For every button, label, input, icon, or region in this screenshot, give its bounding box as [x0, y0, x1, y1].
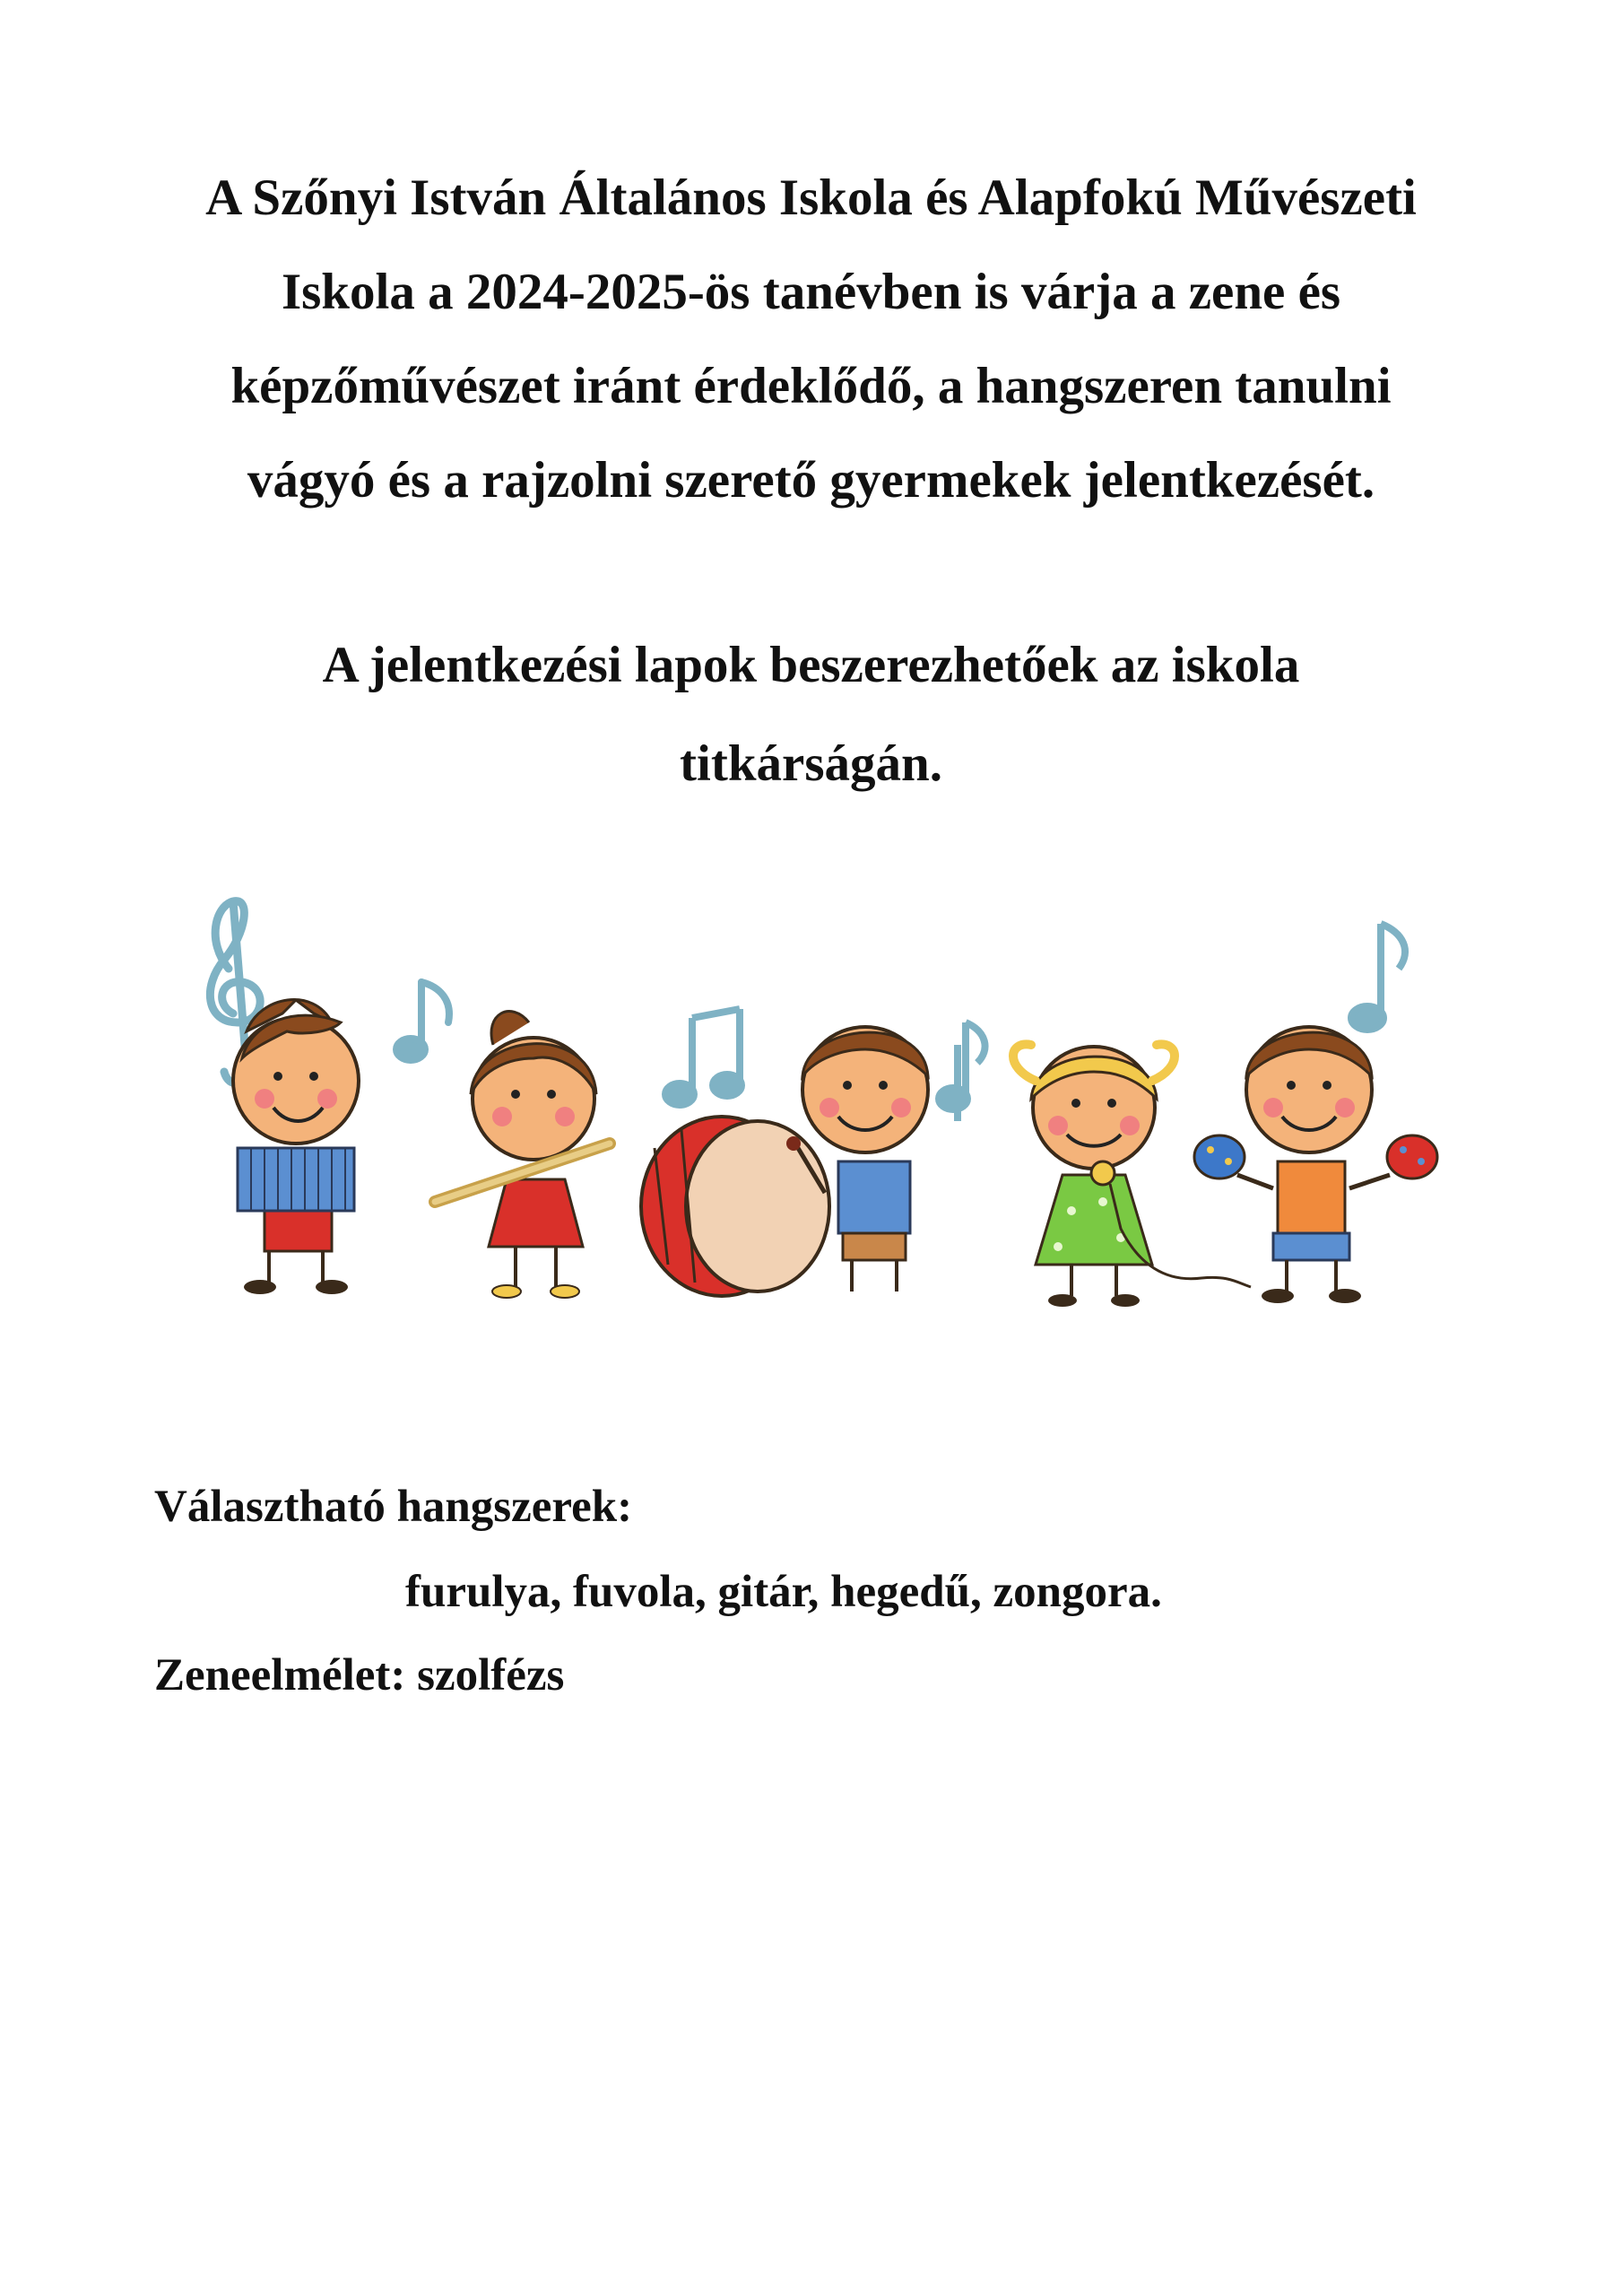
child-with-maracas: [1194, 1027, 1437, 1303]
children-band-illustration: [197, 888, 1470, 1309]
application-notice: [134, 616, 1488, 813]
notice-line-1: A jelentkezési lapok beszerezhetőek az iskola: [322, 637, 1300, 693]
notice-line-2: titkárságán.: [680, 735, 942, 792]
intro-line-4: vágyó és a rajzolni szerető gyermekek jelentkezését.: [247, 452, 1375, 509]
music-theory-line: Zeneelmélet: szolfézs: [154, 1650, 565, 1700]
intro-paragraph: [134, 151, 1488, 527]
intro-line-2: Iskola a 2024-2025-ös tanévben is várja a zene és: [281, 264, 1341, 320]
instruments-list: furulya, fuvola, gitár, hegedű, zongora.: [405, 1567, 1162, 1617]
intro-line-3: képzőművészet iránt érdeklődő, a hangszeren tanulni: [230, 358, 1392, 414]
accordion-icon: [238, 1148, 354, 1211]
music-note-icon: [396, 982, 449, 1060]
child-with-flute: [435, 1012, 610, 1298]
music-note-icon: [1351, 924, 1405, 1030]
child-with-accordion: [233, 1000, 359, 1294]
instruments-heading: Választható hangszerek:: [154, 1482, 633, 1532]
music-note-icon: [939, 1022, 985, 1121]
music-note-icon: [665, 1009, 742, 1105]
child-with-drum: [641, 1027, 928, 1296]
intro-line-1: A Szőnyi István Általános Iskola és Alapfokú Művészeti: [205, 170, 1417, 226]
bass-drum-icon: [641, 1117, 829, 1296]
